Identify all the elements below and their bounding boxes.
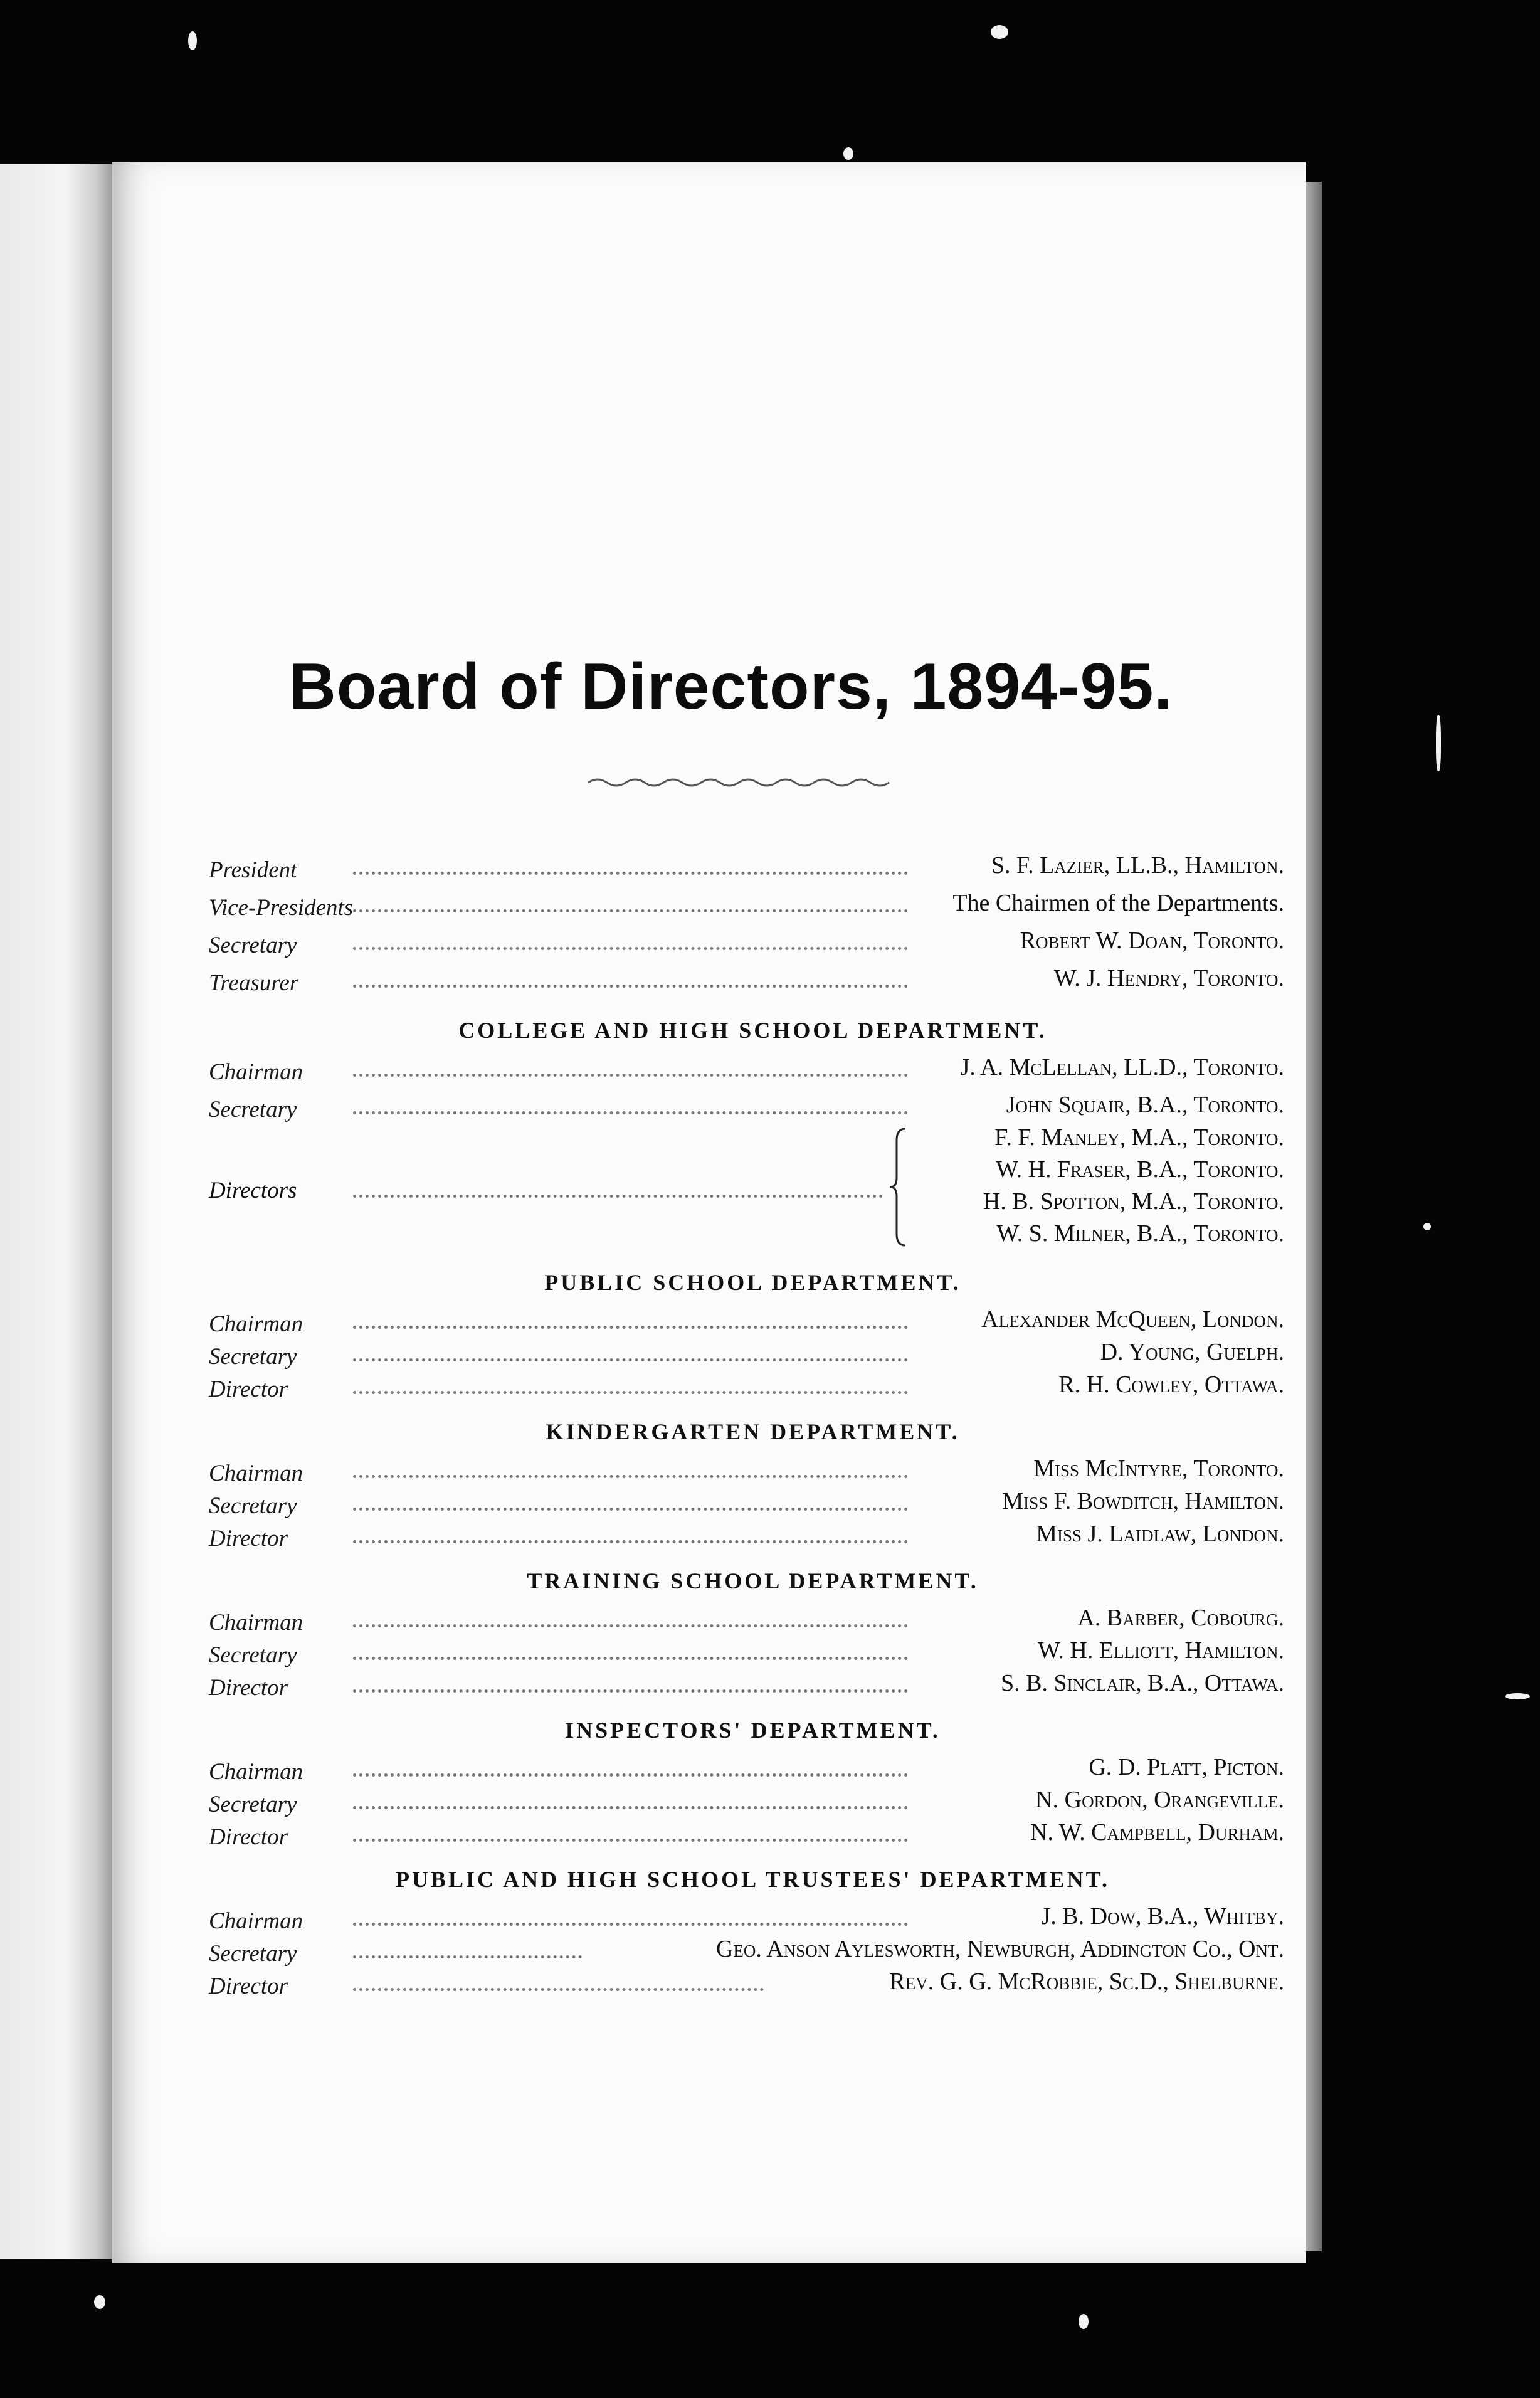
department-section (209, 1403, 1284, 1553)
officer-name: Miss F. Bowditch, Hamilton. (994, 1487, 1284, 1515)
officer-row (209, 852, 1284, 889)
leader-dots (353, 1183, 883, 1198)
officer-row (209, 1306, 1284, 1338)
officer-name: G. D. Platt, Picton. (1081, 1753, 1284, 1781)
leader-dots (353, 1645, 908, 1660)
role-label: Chairman (209, 1908, 303, 1934)
role-label: Secretary (209, 1493, 297, 1519)
leader-dots (353, 1314, 908, 1329)
role-label: Chairman (209, 1059, 303, 1085)
officer-row (209, 1487, 1284, 1520)
officer-name: N. Gordon, Orangeville. (1028, 1786, 1284, 1814)
leader-dots (353, 898, 908, 912)
department-section (209, 1851, 1284, 2000)
role-label: Secretary (209, 932, 297, 958)
officer-name: J. B. Dow, B.A., Whitby. (1033, 1903, 1284, 1930)
role-label: Directors (209, 1178, 297, 1203)
officer-name: S. F. Lazier, LL.B., Hamilton. (984, 852, 1284, 879)
scan-speck (1436, 715, 1441, 771)
officer-row (209, 1968, 1284, 2000)
director-name: F. F. Manley, M.A., Toronto. (994, 1124, 1284, 1151)
officer-name: Alexander McQueen, London. (974, 1306, 1284, 1333)
page-title: Board of Directors, 1894-95. (288, 650, 1173, 723)
leader-dots (353, 1496, 908, 1511)
directors-names (983, 1124, 1284, 1252)
role-label: Director (209, 1376, 288, 1402)
officer-name: Miss J. Laidlaw, London. (1028, 1520, 1284, 1548)
title-flourish (588, 773, 902, 792)
role-label: Secretary (209, 1792, 297, 1817)
officer-name: J. A. McLellan, LL.D., Toronto. (952, 1054, 1284, 1081)
scan-speck (94, 2295, 105, 2309)
officer-row (209, 1371, 1284, 1403)
officer-name: D. Young, Guelph. (1093, 1338, 1284, 1366)
department-section (209, 1702, 1284, 1851)
leader-dots (353, 1795, 908, 1809)
role-label: Secretary (209, 1642, 297, 1668)
section-heading: PUBLIC AND HIGH SCHOOL TRUSTEES' DEPARTMENT. (396, 1867, 1110, 1892)
facing-page-edge (0, 164, 119, 2259)
officer-row (209, 1786, 1284, 1819)
curly-brace (889, 1128, 907, 1247)
leader-dots (353, 1613, 908, 1627)
officer-name: R. H. Cowley, Ottawa. (1051, 1371, 1284, 1398)
officer-name: Rev. G. G. McRobbie, Sc.D., Shelburne. (882, 1968, 1284, 1995)
scan-speck (843, 147, 853, 160)
officer-row (209, 1819, 1284, 1851)
officer-row (209, 964, 1284, 1002)
leader-dots (353, 1944, 582, 1958)
role-label: Treasurer (209, 970, 299, 996)
leader-dots (353, 860, 908, 875)
director-name: H. B. Spotton, M.A., Toronto. (983, 1188, 1284, 1215)
officer-row (209, 1935, 1284, 1968)
officer-row (209, 1753, 1284, 1786)
officers-list (209, 852, 1284, 2000)
section-heading: COLLEGE AND HIGH SCHOOL DEPARTMENT. (458, 1018, 1047, 1043)
role-label: Secretary (209, 1941, 297, 1967)
officer-name: Geo. Anson Aylesworth, Newburgh, Addington Co., Ont. (709, 1935, 1284, 1963)
role-label: Director (209, 1526, 288, 1551)
officer-name: Miss McIntyre, Toronto. (1026, 1455, 1284, 1482)
role-label: Chairman (209, 1759, 303, 1785)
leader-dots (353, 1347, 908, 1361)
officer-name: The Chairmen of the Departments. (945, 889, 1284, 917)
section-heading: PUBLIC SCHOOL DEPARTMENT. (544, 1270, 961, 1295)
officer-row (209, 1520, 1284, 1553)
officer-row (209, 1091, 1284, 1124)
officer-name: Robert W. Doan, Toronto. (1013, 927, 1284, 954)
officer-name: S. B. Sinclair, B.A., Ottawa. (993, 1669, 1284, 1697)
scan-speck (1423, 1223, 1431, 1230)
officer-name: John Squair, B.A., Toronto. (999, 1091, 1284, 1119)
role-label: Vice-Presidents (209, 895, 354, 921)
officer-name: N. W. Campbell, Durham. (1023, 1819, 1284, 1846)
role-label: Chairman (209, 1311, 303, 1337)
officer-row (209, 1903, 1284, 1935)
leader-dots (353, 1977, 764, 1991)
officer-row (209, 1604, 1284, 1637)
scan-speck (1079, 2314, 1089, 2329)
leader-dots (353, 1062, 908, 1077)
officer-row (209, 1637, 1284, 1669)
officer-row (209, 1669, 1284, 1702)
section-heading: INSPECTORS' DEPARTMENT. (565, 1718, 941, 1743)
director-name: W. S. Milner, B.A., Toronto. (996, 1220, 1284, 1247)
department-section (209, 1254, 1284, 1403)
director-name: W. H. Fraser, B.A., Toronto. (996, 1156, 1284, 1183)
leader-dots (353, 1529, 908, 1543)
section-heading: TRAINING SCHOOL DEPARTMENT. (527, 1568, 979, 1593)
officer-row (209, 1338, 1284, 1371)
officer-row (209, 927, 1284, 964)
officer-row (209, 1054, 1284, 1091)
officer-row (209, 889, 1284, 927)
department-section (209, 1553, 1284, 1702)
leader-dots (353, 973, 908, 988)
role-label: Secretary (209, 1097, 297, 1122)
role-label: President (209, 857, 297, 883)
leader-dots (353, 1762, 908, 1777)
scan-speck (188, 31, 197, 50)
leader-dots (353, 1827, 908, 1842)
leader-dots (353, 1380, 908, 1394)
document-page (112, 162, 1306, 2263)
directors-group (209, 1124, 1284, 1254)
role-label: Director (209, 1973, 288, 1999)
scan-speck (1505, 1693, 1530, 1699)
role-label: Director (209, 1824, 288, 1850)
role-label: Chairman (209, 1610, 303, 1635)
leader-dots (353, 1100, 908, 1114)
officer-name: W. J. Hendry, Toronto. (1047, 964, 1284, 992)
officer-name: A. Barber, Cobourg. (1070, 1604, 1284, 1632)
leader-dots (353, 1911, 908, 1926)
leader-dots (353, 1678, 908, 1693)
role-label: Secretary (209, 1344, 297, 1370)
leader-dots (353, 936, 908, 950)
officer-row (209, 1455, 1284, 1487)
role-label: Chairman (209, 1460, 303, 1486)
role-label: Director (209, 1675, 288, 1701)
section-heading: KINDERGARTEN DEPARTMENT. (546, 1419, 960, 1444)
officer-name: W. H. Elliott, Hamilton. (1030, 1637, 1284, 1664)
scan-speck (991, 25, 1008, 39)
leader-dots (353, 1464, 908, 1478)
